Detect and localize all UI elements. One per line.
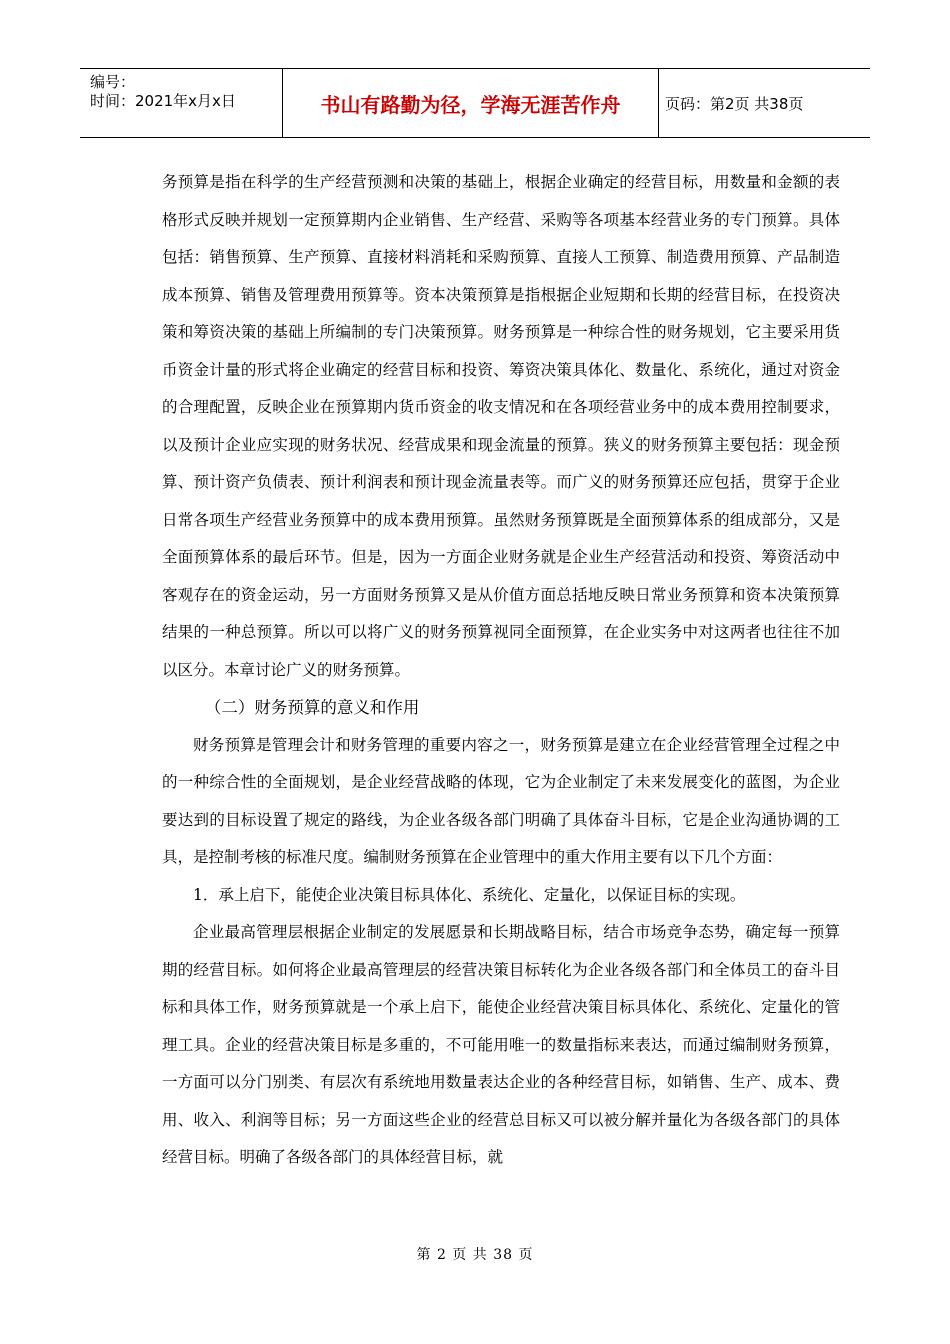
body-paragraph: 务预算是指在科学的生产经营预测和决策的基础上，根据企业确定的经营目标，用数量和金额的表格形式反映并规划一定预算期内企业销售、生产经营、采购等各项基本经营业务的专门预算。具体包括：销售预算、生产预算、直接材料消耗和采购预算、直接人工预算、制造费用预算、产品制造成本预算、销售及管理费用预算等。资本决策预算是指根据企业短期和长期的经营目标，在投资决策和筹资决策的基础上所编制的专门决策预算。财务预算是一种综合性的财务规划，它主要采用货币资金计量的形式将企业确定的经营目标和投资、筹资决策具体化、数量化、系统化，通过对资金的合理配置，反映企业在预算期内货币资金的收支情况和在各项经营业务中的成本费用控制要求，以及预计企业应实现的财务状况、经营成果和现金流量的预算。狭义的财务预算主要包括：现金预算、预计资产负债表、预计利润表和预计现金流量表等。而广义的财务预算还应包括，贯穿于企业日常各项生产经营业务预算中的成本费用预算。虽然财务预算既是全面预算体系的组成部分，又是全面预算体系的最后环节。但是，因为一方面企业财务就是企业生产经营活动和投资、筹资活动中客观存在的资金运动，另一方面财务预算又是从价值方面总括地反映日常业务预算和资本决策预算结果的一种总预算。所以可以将广义的财务预算视同全面预算，在企业实务中对这两者也往往不加以区分。本章讨论广义的财务预算。 [162,173,840,679]
page-footer: 第 2 页 共 38 页 [416,1247,534,1263]
document-body [162,164,840,1177]
header-meta-cell [80,69,283,137]
header-table [80,68,870,138]
header-page-info: 页码：第2页 共38页 [665,94,804,113]
body-paragraph: 财务预算是管理会计和财务管理的重要内容之一，财务预算是建立在企业经营管理全过程之中的一种综合性的全面规划，是企业经营战略的体现，它为企业制定了未来发展变化的蓝图，为企业要达到的目标设置了规定的路线，为企业各级各部门明确了具体奋斗目标，它是企业沟通协调的工具，是控制考核的标准尺度。编制财务预算在企业管理中的重大作用主要有以下几个方面： [162,735,840,866]
document-number-label: 编号： [90,73,136,91]
body-paragraph: 企业最高管理层根据企业制定的发展愿景和长期战略目标，结合市场竞争态势，确定每一预算期的经营目标。如何将企业最高管理层的经营决策目标转化为企业各级各部门和全体员工的奋斗目标和具体工作，财务预算就是一个承上启下，能使企业经营决策目标具体化、系统化、定量化的管理工具。企业的经营决策目标是多重的，不可能用唯一的数量指标来表达，而通过编制财务预算，一方面可以分门别类、有层次有系统地用数量表达企业的各种经营目标，如销售、生产、成本、费用、收入、利润等目标；另一方面这些企业的经营总目标又可以被分解并量化为各级各部门的具体经营目标。明确了各级各部门的具体经营目标，就 [162,923,840,1166]
document-time-label: 时间：2021年x月x日 [90,92,236,110]
list-point: 1．承上启下，能使企业决策目标具体化、系统化、定量化，以保证目标的实现。 [193,885,746,904]
section-heading: （二）财务预算的意义和作用 [204,698,420,717]
header-motto: 书山有路勤为径，学海无涯苦作舟 [283,69,659,137]
